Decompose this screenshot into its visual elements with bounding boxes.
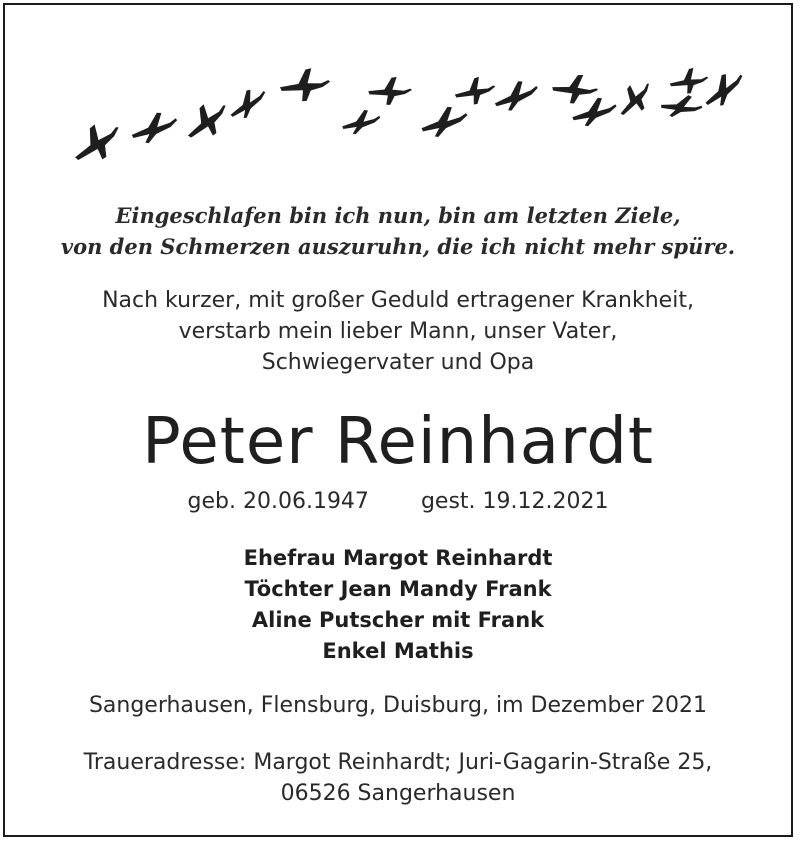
birth-date: geb. 20.06.1947 xyxy=(187,489,369,514)
deceased-name: Peter Reinhardt xyxy=(142,405,654,479)
death-date: gest. 19.12.2021 xyxy=(420,489,609,514)
intro-line-1: Nach kurzer, mit großer Geduld ertragener Krankheit, xyxy=(102,288,694,313)
family-line-4: Enkel Mathis xyxy=(322,639,474,663)
address-line-1: Traueradresse: Margot Reinhardt; Juri-Gagarin-Straße 25, xyxy=(83,750,713,775)
place-and-date: Sangerhausen, Flensburg, Duisburg, im Dezember 2021 xyxy=(88,693,708,718)
address-line-2: 06526 Sangerhausen xyxy=(280,781,516,806)
family-line-2: Töchter Jean Mandy Frank xyxy=(244,577,552,601)
obituary-card xyxy=(3,3,793,837)
family-line-3: Aline Putscher mit Frank xyxy=(251,608,545,632)
life-dates xyxy=(5,489,791,514)
intro-line-3: Schwiegervater und Opa xyxy=(261,350,535,375)
intro-line-2: verstarb mein lieber Mann, unser Vater, xyxy=(178,319,618,344)
verse-line-2: von den Schmerzen auszuruhn, die ich nicht mehr spüre. xyxy=(60,234,736,259)
family-line-1: Ehefrau Margot Reinhardt xyxy=(243,546,553,570)
flying-cranes-icon xyxy=(5,5,795,185)
verse-line-1: Eingeschlafen bin ich nun, bin am letzten Ziele, xyxy=(115,203,681,228)
